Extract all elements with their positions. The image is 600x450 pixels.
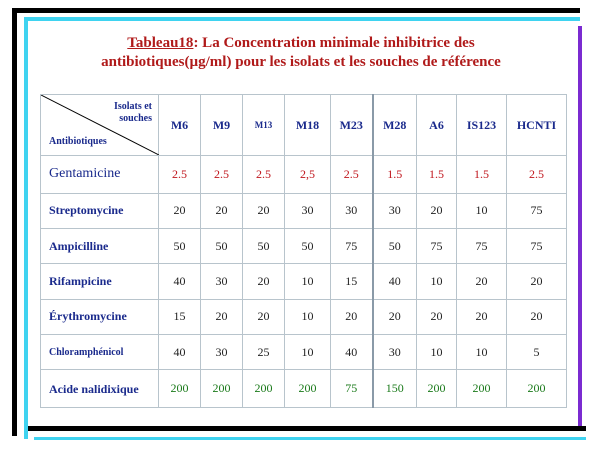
cell-value: 30 [373, 193, 417, 228]
cell-value: 2.5 [331, 156, 373, 194]
cell-value: 20 [201, 193, 243, 228]
cell-value: 30 [331, 193, 373, 228]
column-header: M6 [159, 95, 201, 156]
frame-line-left-black [12, 8, 17, 436]
row-label: Streptomycine [41, 193, 159, 228]
column-header: M18 [285, 95, 331, 156]
mic-table [40, 94, 567, 408]
cell-value: 200 [285, 370, 331, 408]
cell-value: 1.5 [457, 156, 507, 194]
cell-value: 10 [417, 264, 457, 299]
cell-value: 30 [201, 335, 243, 370]
cell-value: 20 [201, 299, 243, 334]
cell-value: 25 [243, 335, 285, 370]
cell-value: 10 [457, 193, 507, 228]
frame-line-top-black [12, 8, 580, 13]
cell-value: 20 [417, 193, 457, 228]
cell-value: 20 [457, 264, 507, 299]
cell-value: 20 [243, 299, 285, 334]
table-row [41, 264, 567, 299]
cell-value: 75 [417, 228, 457, 263]
table-row [41, 193, 567, 228]
column-header: A6 [417, 95, 457, 156]
cell-value: 20 [373, 299, 417, 334]
table-row [41, 335, 567, 370]
frame-line-bottom-black [28, 426, 586, 431]
row-label: Gentamicine [41, 156, 159, 194]
table-row [41, 156, 567, 194]
cell-value: 5 [507, 335, 567, 370]
frame-line-left-cyan [24, 17, 28, 439]
cell-value: 20 [457, 299, 507, 334]
cell-value: 2.5 [507, 156, 567, 194]
cell-value: 50 [159, 228, 201, 263]
cell-value: 50 [243, 228, 285, 263]
cell-value: 10 [285, 335, 331, 370]
cell-value: 75 [457, 228, 507, 263]
cell-value: 20 [243, 193, 285, 228]
cell-value: 40 [373, 264, 417, 299]
cell-value: 15 [331, 264, 373, 299]
cell-value: 20 [507, 299, 567, 334]
frame-line-bottom-cyan [34, 437, 586, 440]
table-caption [40, 34, 562, 72]
cell-value: 75 [507, 193, 567, 228]
frame-line-right-purple [578, 26, 582, 426]
cell-value: 10 [457, 335, 507, 370]
cell-value: 2,5 [285, 156, 331, 194]
cell-value: 200 [159, 370, 201, 408]
cell-value: 200 [507, 370, 567, 408]
cell-value: 30 [373, 335, 417, 370]
cell-value: 2.5 [243, 156, 285, 194]
cell-value: 30 [285, 193, 331, 228]
cell-value: 200 [457, 370, 507, 408]
caption-label: Tableau18 [127, 35, 194, 51]
cell-value: 2.5 [159, 156, 201, 194]
column-header: M23 [331, 95, 373, 156]
cell-value: 50 [201, 228, 243, 263]
column-header: M28 [373, 95, 417, 156]
cell-value: 50 [373, 228, 417, 263]
table-row [41, 370, 567, 408]
column-header: HCNTI [507, 95, 567, 156]
header-isolates-label: Isolats et souches [113, 101, 152, 124]
cell-value: 75 [331, 228, 373, 263]
row-label: Acide nalidixique [41, 370, 159, 408]
caption-line1: : La Concentration minimale inhibitrice des [193, 35, 475, 51]
cell-value: 2.5 [201, 156, 243, 194]
cell-value: 20 [331, 299, 373, 334]
table-row [41, 299, 567, 334]
cell-value: 30 [201, 264, 243, 299]
cell-value: 10 [417, 335, 457, 370]
header-corner-cell [41, 95, 159, 156]
header-antibiotics-label: Antibiotiques [49, 136, 107, 147]
cell-value: 15 [159, 299, 201, 334]
column-header: M13 [243, 95, 285, 156]
cell-value: 75 [331, 370, 373, 408]
column-header: M9 [201, 95, 243, 156]
cell-value: 10 [285, 299, 331, 334]
row-label: Rifampicine [41, 264, 159, 299]
cell-value: 20 [507, 264, 567, 299]
cell-value: 200 [243, 370, 285, 408]
row-label: Ampicilline [41, 228, 159, 263]
cell-value: 20 [159, 193, 201, 228]
cell-value: 40 [159, 264, 201, 299]
cell-value: 20 [417, 299, 457, 334]
frame-line-top-cyan [24, 17, 580, 21]
cell-value: 50 [285, 228, 331, 263]
cell-value: 40 [331, 335, 373, 370]
cell-value: 1.5 [417, 156, 457, 194]
row-label: Érythromycine [41, 299, 159, 334]
cell-value: 75 [507, 228, 567, 263]
cell-value: 200 [417, 370, 457, 408]
table-row [41, 228, 567, 263]
row-label: Chloramphénicol [41, 335, 159, 370]
column-header: IS123 [457, 95, 507, 156]
cell-value: 20 [243, 264, 285, 299]
caption-line2: antibiotiques(µg/ml) pour les isolats et les souches de référence [101, 54, 501, 70]
cell-value: 150 [373, 370, 417, 408]
cell-value: 40 [159, 335, 201, 370]
cell-value: 10 [285, 264, 331, 299]
cell-value: 1.5 [373, 156, 417, 194]
cell-value: 200 [201, 370, 243, 408]
